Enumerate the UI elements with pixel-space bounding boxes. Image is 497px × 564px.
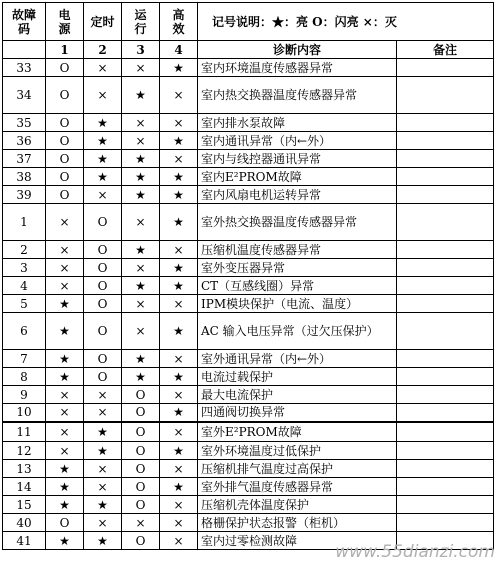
fault-code: 33 xyxy=(3,59,46,77)
led-state: ★ xyxy=(160,277,198,295)
led-state: O xyxy=(84,368,122,386)
led-state: × xyxy=(84,59,122,77)
led-state: × xyxy=(122,204,160,241)
remark-cell xyxy=(397,442,494,460)
diagnosis-text: 四通阀切换异常 xyxy=(198,404,397,422)
header-num-3: 3 xyxy=(122,41,160,59)
remark-cell xyxy=(397,295,494,313)
table-row xyxy=(3,277,494,295)
led-state: O xyxy=(122,386,160,404)
fault-code: 37 xyxy=(3,150,46,168)
fault-code: 15 xyxy=(3,496,46,514)
led-state: ★ xyxy=(84,422,122,442)
led-state: × xyxy=(84,478,122,496)
table-row xyxy=(3,204,494,241)
led-state: ★ xyxy=(46,478,84,496)
led-state: O xyxy=(84,295,122,313)
led-state: × xyxy=(46,422,84,442)
led-state: × xyxy=(46,277,84,295)
led-state: O xyxy=(46,114,84,132)
diagnosis-text: 室外排气温度传感器异常 xyxy=(198,478,397,496)
table-row xyxy=(3,313,494,350)
diagnosis-text: 室内排水泵故障 xyxy=(198,114,397,132)
diagnosis-text: 最大电流保护 xyxy=(198,386,397,404)
led-state: × xyxy=(46,404,84,422)
diagnosis-text: 室内热交换器温度传感器异常 xyxy=(198,77,397,114)
fault-code: 39 xyxy=(3,186,46,204)
led-state: O xyxy=(84,204,122,241)
led-state: O xyxy=(122,496,160,514)
diagnosis-text: 压缩机排气温度过高保护 xyxy=(198,460,397,478)
diagnosis-text: 室内通讯异常（内←外） xyxy=(198,132,397,150)
diagnosis-text: 压缩机壳体温度保护 xyxy=(198,496,397,514)
fault-code: 12 xyxy=(3,442,46,460)
led-state: ★ xyxy=(122,241,160,259)
led-state: O xyxy=(46,150,84,168)
led-state: × xyxy=(84,386,122,404)
remark-cell xyxy=(397,422,494,442)
table-row xyxy=(3,496,494,514)
led-state: ★ xyxy=(160,186,198,204)
led-state: × xyxy=(160,496,198,514)
led-state: × xyxy=(122,259,160,277)
diagnosis-text: 压缩机温度传感器异常 xyxy=(198,241,397,259)
remark-cell xyxy=(397,241,494,259)
table-row xyxy=(3,168,494,186)
header-timer: 定时 xyxy=(84,3,122,41)
led-state: O xyxy=(84,350,122,368)
header-power: 电 源 xyxy=(46,3,84,41)
table-row xyxy=(3,478,494,496)
remark-cell xyxy=(397,404,494,422)
table-row xyxy=(3,186,494,204)
fault-code: 13 xyxy=(3,460,46,478)
remark-cell xyxy=(397,496,494,514)
fault-code: 35 xyxy=(3,114,46,132)
fault-code: 34 xyxy=(3,77,46,114)
fault-code: 38 xyxy=(3,168,46,186)
led-state: ★ xyxy=(84,532,122,550)
fault-code-table xyxy=(2,2,494,550)
table-row xyxy=(3,514,494,532)
led-state: × xyxy=(122,59,160,77)
remark-cell xyxy=(397,77,494,114)
header-num-2: 2 xyxy=(84,41,122,59)
fault-code: 40 xyxy=(3,514,46,532)
led-state: × xyxy=(160,77,198,114)
led-state: × xyxy=(160,241,198,259)
led-state: O xyxy=(46,186,84,204)
led-state: ★ xyxy=(84,496,122,514)
header-fault-code: 故障 码 xyxy=(3,3,46,41)
diagnosis-text: 室外变压器异常 xyxy=(198,259,397,277)
fault-code: 5 xyxy=(3,295,46,313)
led-state: ★ xyxy=(84,442,122,460)
table-row xyxy=(3,422,494,442)
led-state: O xyxy=(46,514,84,532)
diagnosis-text: 室内环境温度传感器异常 xyxy=(198,59,397,77)
led-state: ★ xyxy=(46,496,84,514)
led-state: O xyxy=(122,422,160,442)
fault-code: 10 xyxy=(3,404,46,422)
led-state: × xyxy=(160,295,198,313)
table-row xyxy=(3,241,494,259)
led-state: ★ xyxy=(84,114,122,132)
led-state: × xyxy=(160,514,198,532)
diagnosis-text: 室外环境温度过低保护 xyxy=(198,442,397,460)
header-remark: 备注 xyxy=(397,41,494,59)
diagnosis-text: CT（互感线圈）异常 xyxy=(198,277,397,295)
led-state: O xyxy=(122,460,160,478)
fault-code: 6 xyxy=(3,313,46,350)
led-state: × xyxy=(122,313,160,350)
remark-cell xyxy=(397,59,494,77)
remark-cell xyxy=(397,350,494,368)
fault-code: 11 xyxy=(3,422,46,442)
fault-code: 41 xyxy=(3,532,46,550)
led-state: × xyxy=(46,259,84,277)
led-state: ★ xyxy=(160,59,198,77)
led-state: × xyxy=(160,350,198,368)
led-state: ★ xyxy=(160,204,198,241)
diagnosis-text: 室外热交换器温度传感器异常 xyxy=(198,204,397,241)
remark-cell xyxy=(397,478,494,496)
remark-cell xyxy=(397,204,494,241)
led-state: O xyxy=(122,442,160,460)
led-state: O xyxy=(46,168,84,186)
header-num-4: 4 xyxy=(160,41,198,59)
led-state: O xyxy=(122,404,160,422)
led-state: ★ xyxy=(122,368,160,386)
led-state: O xyxy=(122,478,160,496)
diagnosis-text: 室内过零检测故障 xyxy=(198,532,397,550)
led-state: ★ xyxy=(122,150,160,168)
diagnosis-text: 电流过载保护 xyxy=(198,368,397,386)
led-state: ★ xyxy=(160,313,198,350)
led-state: × xyxy=(84,514,122,532)
remark-cell xyxy=(397,277,494,295)
led-state: ★ xyxy=(122,277,160,295)
led-state: × xyxy=(84,77,122,114)
led-state: O xyxy=(46,132,84,150)
header-diagnosis: 诊断内容 xyxy=(198,41,397,59)
led-state: × xyxy=(160,532,198,550)
led-state: × xyxy=(46,204,84,241)
remark-cell xyxy=(397,150,494,168)
led-state: × xyxy=(46,386,84,404)
fault-code: 2 xyxy=(3,241,46,259)
led-state: ★ xyxy=(160,404,198,422)
header-efficient: 高 效 xyxy=(160,3,198,41)
led-state: ★ xyxy=(46,368,84,386)
diagnosis-text: 室外E²PROM故障 xyxy=(198,422,397,442)
fault-code: 14 xyxy=(3,478,46,496)
led-state: × xyxy=(84,404,122,422)
fault-code: 1 xyxy=(3,204,46,241)
fault-code: 7 xyxy=(3,350,46,368)
led-state: × xyxy=(122,132,160,150)
led-state: × xyxy=(160,460,198,478)
diagnosis-text: 格栅保护状态报警（柜机） xyxy=(198,514,397,532)
remark-cell xyxy=(397,186,494,204)
remark-cell xyxy=(397,514,494,532)
led-state: O xyxy=(84,259,122,277)
header-blank xyxy=(3,41,46,59)
led-state: ★ xyxy=(122,350,160,368)
remark-cell xyxy=(397,460,494,478)
remark-cell xyxy=(397,114,494,132)
led-state: ★ xyxy=(84,132,122,150)
diagnosis-text: 室内风扇电机运转异常 xyxy=(198,186,397,204)
led-state: ★ xyxy=(122,77,160,114)
table-row xyxy=(3,150,494,168)
legend: 记号说明：★：亮 O：闪亮 ×：灭 xyxy=(198,3,494,41)
led-state: ★ xyxy=(46,313,84,350)
led-state: ★ xyxy=(160,132,198,150)
led-state: O xyxy=(46,59,84,77)
led-state: ★ xyxy=(84,150,122,168)
diagnosis-text: 室外通讯异常（内←外） xyxy=(198,350,397,368)
led-state: O xyxy=(46,77,84,114)
led-state: ★ xyxy=(122,186,160,204)
led-state: ★ xyxy=(160,442,198,460)
led-state: O xyxy=(122,532,160,550)
led-state: ★ xyxy=(122,168,160,186)
led-state: ★ xyxy=(160,259,198,277)
led-state: ★ xyxy=(46,532,84,550)
led-state: ★ xyxy=(160,478,198,496)
table-row xyxy=(3,386,494,404)
watermark: www.55dianzi.com xyxy=(335,542,495,562)
table-row xyxy=(3,77,494,114)
diagnosis-text: AC 输入电压异常（过欠压保护） xyxy=(198,313,397,350)
fault-code: 36 xyxy=(3,132,46,150)
remark-cell xyxy=(397,168,494,186)
fault-code: 8 xyxy=(3,368,46,386)
led-state: × xyxy=(122,114,160,132)
led-state: O xyxy=(84,313,122,350)
header-num-1: 1 xyxy=(46,41,84,59)
led-state: ★ xyxy=(160,368,198,386)
led-state: × xyxy=(46,442,84,460)
led-state: O xyxy=(84,241,122,259)
table-row xyxy=(3,404,494,422)
remark-cell xyxy=(397,386,494,404)
table-row xyxy=(3,59,494,77)
led-state: × xyxy=(122,514,160,532)
led-state: ★ xyxy=(160,168,198,186)
led-state: × xyxy=(160,386,198,404)
remark-cell xyxy=(397,259,494,277)
table-row xyxy=(3,460,494,478)
led-state: × xyxy=(84,460,122,478)
fault-code: 9 xyxy=(3,386,46,404)
remark-cell xyxy=(397,368,494,386)
led-state: × xyxy=(122,295,160,313)
diagnosis-text: 室内与线控器通讯异常 xyxy=(198,150,397,168)
led-state: ★ xyxy=(46,460,84,478)
table-row xyxy=(3,295,494,313)
remark-cell xyxy=(397,132,494,150)
diagnosis-text: 室内E²PROM故障 xyxy=(198,168,397,186)
table-row xyxy=(3,350,494,368)
remark-cell xyxy=(397,313,494,350)
led-state: ★ xyxy=(84,168,122,186)
fault-code: 4 xyxy=(3,277,46,295)
led-state: O xyxy=(84,277,122,295)
fault-code: 3 xyxy=(3,259,46,277)
led-state: × xyxy=(160,422,198,442)
led-state: ★ xyxy=(46,295,84,313)
led-state: × xyxy=(160,114,198,132)
led-state: × xyxy=(46,241,84,259)
table-row xyxy=(3,259,494,277)
led-state: ★ xyxy=(46,350,84,368)
table-row xyxy=(3,132,494,150)
table-row xyxy=(3,114,494,132)
table-row xyxy=(3,442,494,460)
led-state: × xyxy=(160,150,198,168)
table-row xyxy=(3,368,494,386)
header-run: 运 行 xyxy=(122,3,160,41)
led-state: × xyxy=(84,186,122,204)
diagnosis-text: IPM模块保护（电流、温度） xyxy=(198,295,397,313)
